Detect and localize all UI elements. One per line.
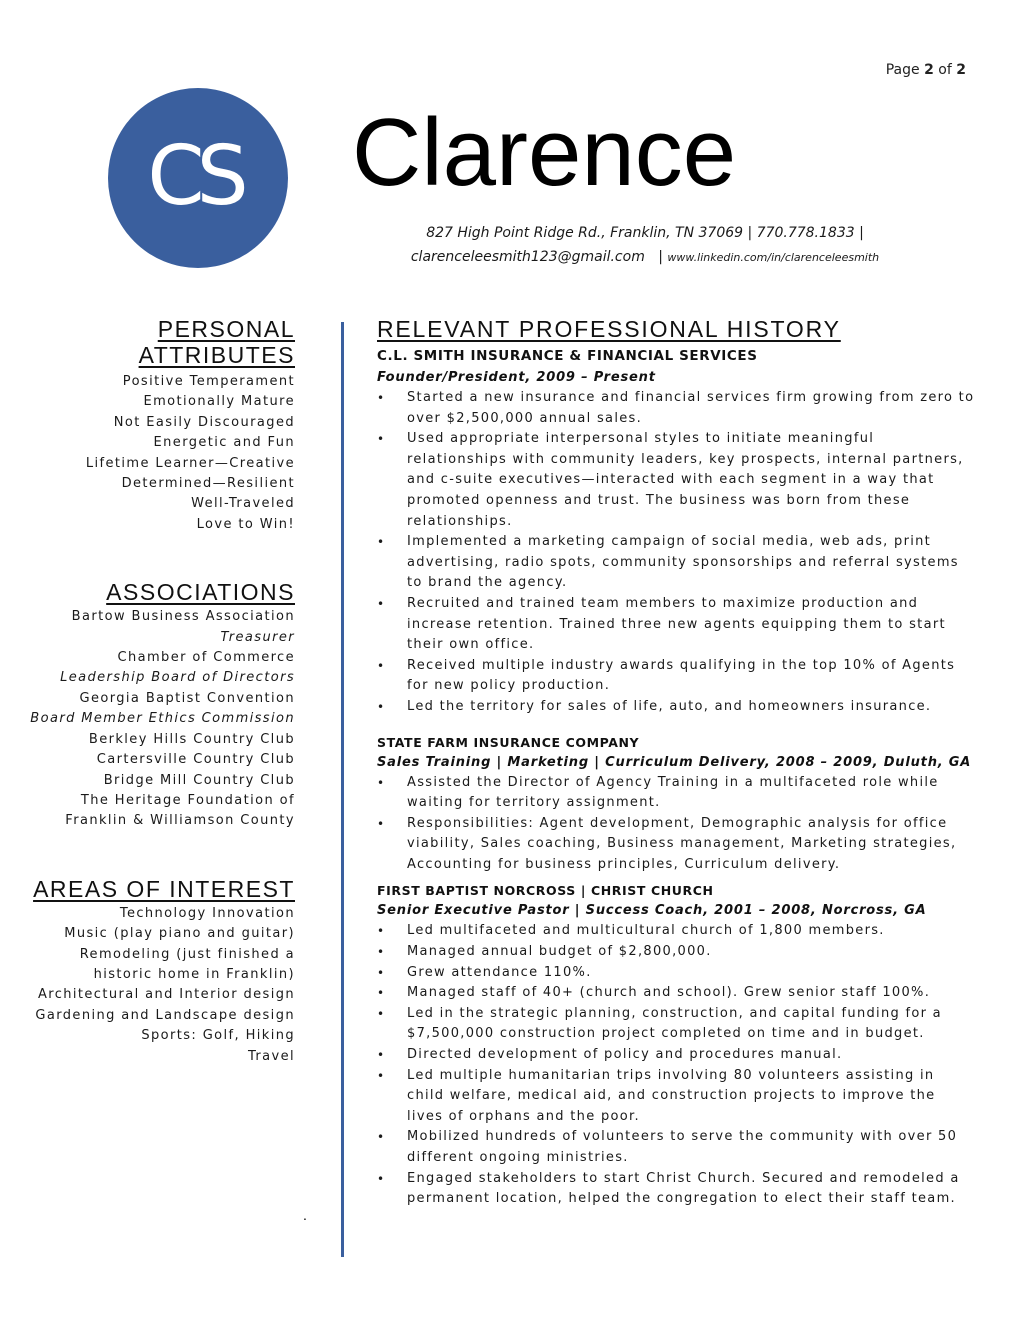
attribute-item: Energetic and Fun: [153, 435, 295, 451]
job-bullet: • Responsibilities: Agent development, Demographic analysis for office viability, Sales coaching, Business management, Marketing strategies, Accounting for business principles, Curriculum delivery.: [377, 814, 977, 876]
job-bullet: • Mobilized hundreds of volunteers to serve the community with over 50 different ongoing ministries.: [377, 1127, 977, 1168]
job-bullet: • Led in the strategic planning, construction, and capital funding for a $7,500,000 construction project completed on time and in budget.: [377, 1004, 977, 1045]
job-bullet: • Engaged stakeholders to start Christ Church. Secured and remodeled a permanent location, helped the congregation to elect their staff team.: [377, 1169, 977, 1210]
association-item: Bartow Business Association: [71, 609, 295, 625]
association-item: Chamber of Commerce: [117, 650, 295, 666]
column-divider: [341, 322, 344, 1257]
job-bullet: • Used appropriate interpersonal styles to initiate meaningful relationships with community leaders, key prospects, internal partners, and c-suite executives—interacted with each segment in a way that promoted openness and trust. The business was born from these relationships.: [377, 429, 977, 532]
association-role: Treasurer: [220, 629, 295, 645]
job-bullet: • Managed annual budget of $2,800,000.: [377, 942, 977, 963]
job-bullet: • Led multifaceted and multicultural church of 1,800 members.: [377, 921, 977, 942]
job-role: Founder/President, 2009 – Present: [377, 370, 656, 385]
personal-attributes-title-line2: ATTRIBUTES: [138, 342, 295, 368]
job-bullet: • Led multiple humanitarian trips involving 80 volunteers assisting in child welfare, medical aid, and construction projects to improve the lives of orphans and the poor.: [377, 1066, 977, 1128]
job-bullet: • Implemented a marketing campaign of social media, web ads, print advertising, radio spots, community sponsorships and referral systems to brand the agency.: [377, 532, 977, 594]
contact-email-linkedin: [340, 246, 950, 269]
job-bullet: • Directed development of policy and procedures manual.: [377, 1045, 977, 1066]
associations-section: [20, 579, 295, 831]
contact-address-phone: 827 High Point Ridge Rd., Franklin, TN 37069 | 770.778.1833 |: [426, 225, 864, 241]
association-item: The Heritage Foundation of: [80, 792, 295, 808]
interest-item: Architectural and Interior design: [37, 987, 295, 1003]
association-item: Cartersville Country Club: [96, 752, 295, 768]
job-company: C.L. SMITH INSURANCE & FINANCIAL SERVICES: [377, 348, 758, 364]
association-role: Board Member Ethics Commission: [30, 711, 295, 727]
job-company: STATE FARM INSURANCE COMPANY: [377, 734, 640, 750]
areas-of-interest-title: AREAS OF INTEREST: [33, 875, 295, 902]
job-bullet: • Received multiple industry awards qualifying in the top 10% of Agents for new policy production.: [377, 656, 977, 697]
personal-attributes-section: [20, 316, 295, 535]
job-bullets: [377, 388, 977, 718]
interest-item: Technology Innovation: [119, 905, 295, 921]
left-column: [20, 316, 295, 1067]
areas-of-interest-section: [20, 876, 295, 1067]
association-item: Berkley Hills Country Club: [88, 731, 295, 747]
interest-item: Music (play piano and guitar): [64, 926, 295, 942]
attribute-item: Emotionally Mature: [143, 394, 295, 410]
job-bullets: [377, 921, 977, 1209]
job-bullet: • Assisted the Director of Agency Training in a multifaceted role while waiting for territory assignment.: [377, 773, 977, 814]
professional-history-title: RELEVANT PROFESSIONAL HISTORY: [377, 316, 841, 342]
attribute-item: Lifetime Learner—Creative: [85, 455, 295, 471]
job-bullet: • Recruited and trained team members to maximize production and increase retention. Trained three new agents equipping them to start their own office.: [377, 594, 977, 656]
applicant-name: Clarence: [352, 99, 737, 206]
attribute-item: Love to Win!: [196, 516, 295, 532]
association-item: Georgia Baptist Convention: [79, 690, 295, 706]
association-role: Leadership Board of Directors: [60, 670, 295, 686]
association-item: Bridge Mill Country Club: [103, 772, 295, 788]
job-bullet: • Grew attendance 110%.: [377, 963, 977, 984]
contact-separator: |: [658, 249, 663, 265]
association-item: Franklin & Williamson County: [65, 813, 295, 829]
stray-dot: .: [303, 1207, 307, 1223]
email-link[interactable]: clarenceleesmith123@gmail.com: [410, 249, 645, 265]
interest-item: historic home in Franklin): [93, 966, 295, 982]
personal-attributes-title-line1: PERSONAL: [157, 316, 295, 342]
page-number: Page 2 of 2: [885, 62, 966, 78]
job-bullet: • Led the territory for sales of life, auto, and homeowners insurance.: [377, 697, 977, 718]
job-bullet: • Managed staff of 40+ (church and school). Grew senior staff 100%.: [377, 983, 977, 1004]
monogram-text: CS: [147, 128, 241, 224]
attribute-item: Well-Traveled: [191, 496, 295, 512]
job-entry-state-farm: [377, 733, 977, 876]
interest-item: Sports: Golf, Hiking: [141, 1028, 295, 1044]
job-company: FIRST BAPTIST NORCROSS | CHRIST CHURCH: [377, 883, 714, 899]
job-entry-cl-smith: [377, 346, 977, 718]
attribute-item: Positive Temperament: [122, 374, 295, 389]
job-bullet: • Started a new insurance and financial services firm growing from zero to over $2,500,000 annual sales.: [377, 388, 977, 429]
interest-item: Gardening and Landscape design: [35, 1007, 295, 1023]
linkedin-link[interactable]: www.linkedin.com/in/clarenceleesmith: [667, 251, 880, 264]
job-entry-first-baptist: [377, 881, 977, 1209]
associations-title: ASSOCIATIONS: [106, 579, 295, 606]
job-role: Senior Executive Pastor | Success Coach, 2001 – 2008, Norcross, GA: [377, 903, 927, 919]
monogram-circle: [108, 88, 288, 268]
interest-item: Travel: [247, 1048, 295, 1064]
professional-history-section: [377, 316, 977, 1210]
attribute-item: Not Easily Discouraged: [113, 414, 295, 430]
job-bullets: [377, 773, 977, 876]
interest-item: Remodeling (just finished a: [79, 946, 295, 962]
attribute-item: Determined—Resilient: [121, 476, 295, 492]
job-role: Sales Training | Marketing | Curriculum Delivery, 2008 – 2009, Duluth, GA: [377, 754, 972, 770]
